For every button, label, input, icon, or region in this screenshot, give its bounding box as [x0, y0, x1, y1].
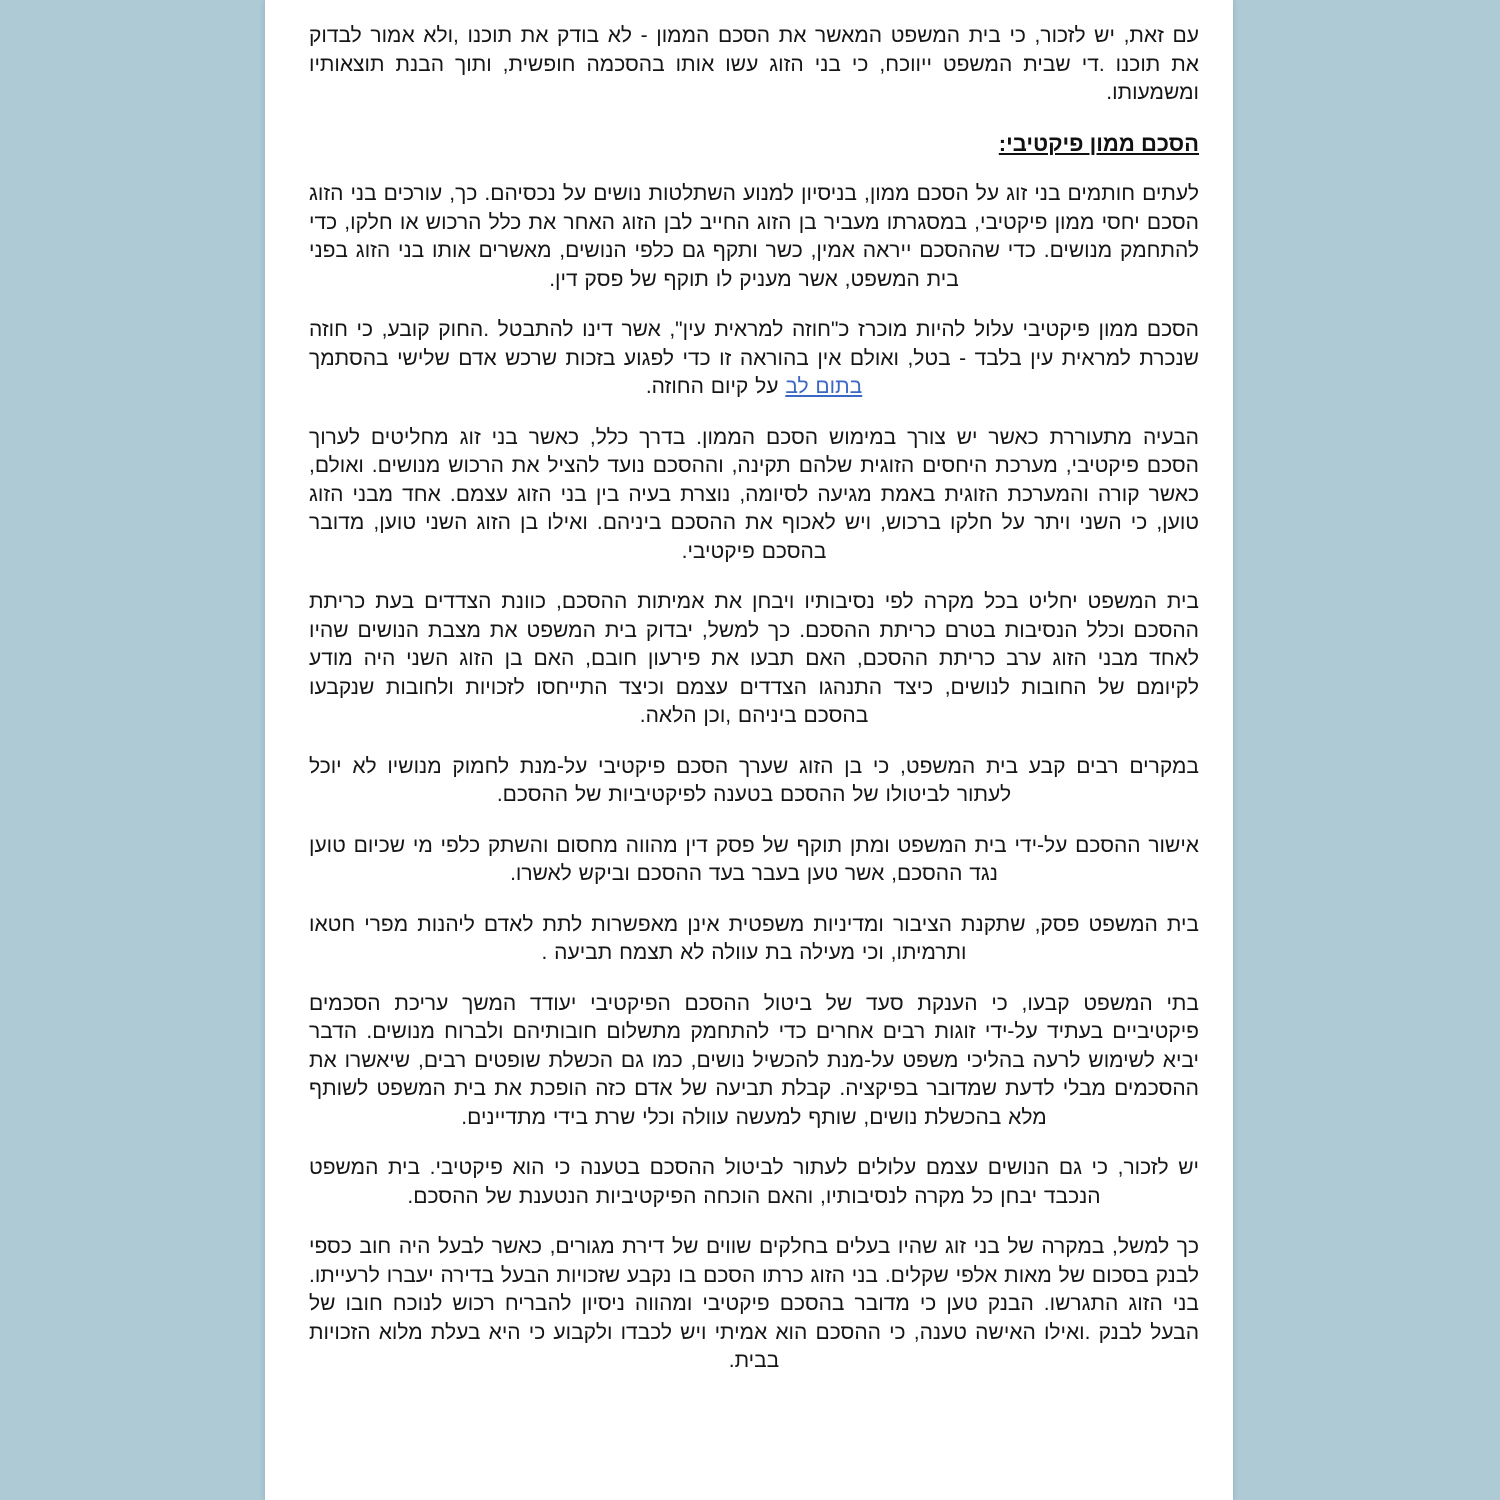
paragraph-approval-estoppel: אישור ההסכם על-ידי בית המשפט ומתן תוקף של פסק דין מהווה מחסום והשתק כלפי מי שכיום טוען נגד ההסכם, אשר טען בעבר בעד ההסכם וביקש לאשרו.: [309, 833, 1199, 885]
paragraph-creditors-too: יש לזכור, כי גם הנושים עצמם עלולים לעתור לביטול ההסכם בטענה כי הוא פיקטיבי. בית המשפט הנכבד יבחן כל מקרה לנסיבותיו, והאם הוכחה הפיקטיביות הנטענת של ההסכם.: [309, 1156, 1199, 1208]
paragraph-signing: לעתים חותמים בני זוג על הסכם ממון, בניסיון למנוע השתלטות נושים על נכסיהם. כך, עורכים בני הזוג הסכם יחסי ממון פיקטיבי, במסגרתו מעביר בן הזוג החייב לבן הזוג האחר את כלל הרכוש או חלקו, כדי להתחמק מנושים. כדי שההסכם ייראה אמין, כשר ותקף גם כלפי הנושים, מאשרים אותו בני הזוג בפני בית המשפט, אשר מעניק לו תוקף של פסק דין.: [309, 182, 1199, 291]
sham-before-text: הסכם ממון פיקטיבי עלול להיות מוכרז כ"חוזה למראית עין", אשר דינו להתבטל .החוק קובע, כי חוזה שנכרת למראית עין בלבד - בטל, ואולם אין בהוראה זו כדי לפגוע בזכות שרכש אדם שלישי בהסתמך: [309, 318, 1199, 370]
section-heading: הסכם ממון פיקטיבי:: [998, 130, 1199, 156]
sham-after-text: על קיום החוזה.: [645, 375, 786, 398]
paragraph-intro: עם זאת, יש לזכור, כי בית המשפט המאשר את הסכם הממון - לא בודק את תוכנו ,ולא אמור לבדוק את תוכנו .די שבית המשפט ייווכח, כי בני הזוג עשו אותו בהסכמה חופשית, ותוך הבנת תוצאותיו ומשמעותו.: [309, 24, 1199, 104]
good-faith-link[interactable]: בתום לב: [785, 375, 863, 398]
paragraph-courts-ruled: בתי המשפט קבעו, כי הענקת סעד של ביטול ההסכם הפיקטיבי יעודד המשך עריכת הסכמים פיקטיביים בעתיד על-ידי זוגות רבים אחרים כדי להתחמק מתשלום חובותיהם ולברוח מנושים. הדבר יביא לשימוש לרעה בהליכי משפט על-מנת להכשיל נושים, כמו גם הכשלת שופטים רבים, שיאשרו את ההסכמים מבלי לדעת שמדובר בפיקציה. קבלת תביעה של אדם כזה הופכת את בית המשפט לשותף מלא בהכשלת נושים, שותף למעשה עוולה וכלי שרת בידי מתדיינים.: [309, 991, 1199, 1129]
paragraph-problem-arises: הבעיה מתעוררת כאשר יש צורך במימוש הסכם הממון. בדרך כלל, כאשר בני זוג מחליטים לערוך הסכם פיקטיבי, מערכת היחסים הזוגית שלהם תקינה, וההסכם נועד להציל את הרכוש מנושים. ואולם, כאשר קורה והמערכת הזוגית באמת מגיעה לסיומה, נוצרת בעיה בין בני הזוג עצמם. אחד מבני הזוג טוען, כי השני ויתר על חלקו ברכוש, ויש לאכוף את ההסכם ביניהם. ואילו בן הזוג השני טוען, מדובר בהסכם פיקטיבי.: [309, 425, 1199, 563]
paragraph-court-test: בית המשפט יחליט בכל מקרה לפי נסיבותיו ויבחן את אמיתות ההסכם, כוונת הצדדים בעת כריתת ההסכם וכלל הנסיבות בטרם כריתת ההסכם. כך למשל, יבדוק בית המשפט את מצבת הנושים שהיו לאחד מבני הזוג ערב כריתת ההסכם, האם תבעו את פירעון חובם, האם בן הזוג השני היה מודע לקיומם של החובות לנושים, כיצד התנהגו הצדדים עצמם וכיצד התייחסו לזכויות ולחובות שנקבעו בהסכם ביניהם ,וכן הלאה.: [309, 590, 1199, 727]
document-page: [265, 0, 1233, 1500]
paragraph-public-policy: בית המשפט פסק, שתקנת הציבור ומדיניות משפטית אינן מאפשרות לתת לאדם ליהנות מפרי חטאו ותרמיתו, וכי מעילה בת עוולה לא תצמח תביעה .: [309, 912, 1199, 964]
paragraph-many-cases: במקרים רבים קבע בית המשפט, כי בן הזוג שערך הסכם פיקטיבי על-מנת לחמוק מנושיו לא יוכל לעתור לביטולו של ההסכם בטענה לפיקטיביות של ההסכם.: [309, 754, 1199, 806]
paragraph-example-case: כך למשל, במקרה של בני זוג שהיו בעלים בחלקים שווים של דירת מגורים, כאשר לבעל היה חוב כספי לבנק בסכום של מאות אלפי שקלים. בני הזוג כרתו הסכם בו נקבע שזכויות הבעל בדירה יעברו לרעייתו. בני הזוג התגרשו. הבנק טען כי מדובר בהסכם פיקטיבי ומהווה ניסיון להבריח רכוש לנוכח חובו של הבעל לבנק .ואילו האישה טענה, כי ההסכם הוא אמיתי ויש לכבדו ולקבוע כי היא בעלת מלוא הזכויות בבית.: [309, 1235, 1199, 1372]
paragraph-sham-contract: [309, 316, 1199, 402]
